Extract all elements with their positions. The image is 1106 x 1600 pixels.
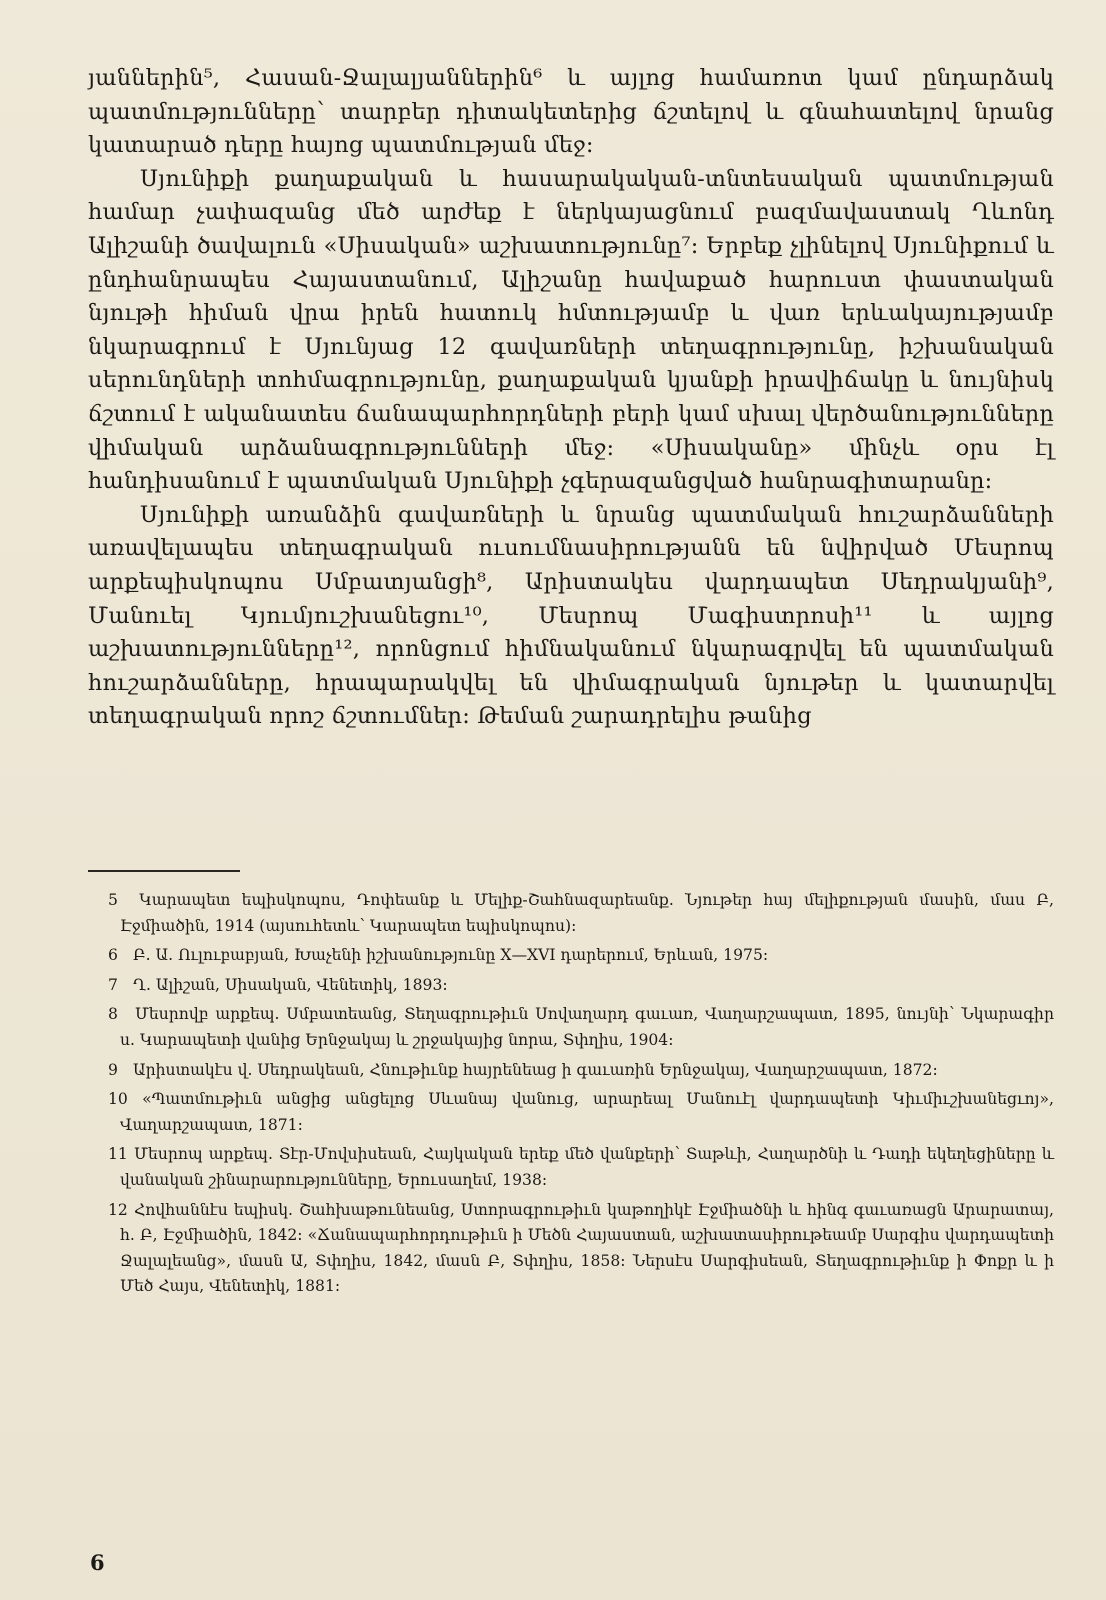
footnote-text: Մեսրովբ արքեպ. Սմբատեանց, Տեղագրութիւն Սովաղարդ գաւառ, Վաղարշապատ, 1895, նույնի՝ Նկարագիր ս. Կարապետի վանից Երնջակայ և շրջակայից նորա, Տփղիս, 1904: [120,1005,1054,1049]
footnote-text: «Պատմութիւն անցից անցելոց Սևանայ վանուց, արարեալ Մանուէլ վարդապետի Կիւմիւշխանեցւոյ», Վաղարշապատ, 1871: [120,1090,1054,1134]
footnote-text: Բ. Ա. Ուլուբաբյան, Խաչենի իշխանությունը X—XVI դարերում, Երևան, 1975: [132,946,769,965]
page-number: 6 [90,1550,105,1575]
footnote-text: Մեսրոպ արքեպ. Տէր-Մովսիսեան, Հայկական երեք մեծ վանքերի՝ Տաթևի, Հաղարծնի և Դադի եկեղեցիները և վանական շինարարությունները, Երուսաղեմ, 1938: [120,1145,1054,1189]
footnote [88,1142,1054,1193]
footnote [88,1002,1054,1053]
paragraph-3: Սյունիքի առանձին գավառների և նրանց պատմական հուշարձանների առավելապես տեղագրական ուսումնասիրությանն են նվիրված Մեսրոպ արքեպիսկոպոս Սմբատյանցի⁸, Արիստակես վարդապետ Սեդրակյանի⁹, Մանուել Կյումյուշխանեցու¹⁰, Մեսրոպ Մագիստրոսի¹¹ և այլոց աշխատությունները¹², որոնցում հիմնականում նկարագրվել են պատմական հուշարձանները, հրապարակվել են վիմագրական նյութեր և կատարվել տեղագրական որոշ ճշտումներ: Թեման շարադրելիս թանից [88,501,1054,730]
footnote-number: 10 [108,1090,128,1109]
footnote-number: 9 [108,1060,118,1079]
footnote [88,1198,1054,1300]
footnote-number: 11 [108,1145,128,1164]
footnote [88,943,1054,969]
footnote-text: Արիստակէս վ. Սեդրակեան, Հնութիւնք հայրենեաց ի գաւառին Երնջակայ, Վաղարշապատ, 1872: [132,1060,938,1079]
footnotes [88,888,1054,1304]
footnote [88,1058,1054,1084]
paragraph-1: յաններին⁵, Հասան-Ջալալյաններին⁶ և այլոց համառոտ կամ ընդարձակ պատմությունները՝ տարբեր դիտակետերից ճշտելով և գնահատելով նրանց կատարած դերը հայոց պատմության մեջ: [88,65,1054,159]
footnote [88,888,1054,939]
main-text [88,62,1054,734]
footnote-number: 8 [108,1005,118,1024]
footnote-number: 6 [108,946,118,965]
footnote-text: Կարապետ եպիսկոպոս, Դոփեանք և Մելիք-Շահնազարեանք. Նյութեր հայ մելիքության մասին, մաս Բ, Էջմիածին, 1914 (այսուհետև՝ Կարապետ եպիսկոպոս): [120,891,1054,935]
footnote [88,973,1054,999]
footnote-text: Հովհաննէս եպիսկ. Շահխաթունեանց, Ստորագրութիւն կաթողիկէ Էջմիածնի և հինգ գաւառացն Արարատայ, հ. Բ, Էջմիածին, 1842: «Ճանապարհորդութիւն ի Մեծն Հայաստան, աշխատասիրութեամբ Սարգիս վարդապետի Ջալալեանց», մասն Ա, Տփղիս, 1842, մասն Բ, Տփղիս, 1858: Ներսէս Սարգիսեան, Տեղագրութիւնք ի Փոքր և ի Մեծ Հայս, Վենետիկ, 1881: [120,1200,1054,1296]
footnote-separator [88,870,240,872]
footnote [88,1087,1054,1138]
paragraph-2: Սյունիքի քաղաքական և հասարակական-տնտեսական պատմության համար չափազանց մեծ արժեք է ներկայացնում բազմավաստակ Ղևոնդ Ալիշանի ծավալուն «Սիսական» աշխատությունը⁷: Երբեք չլինելով Սյունիքում և ընդհանրապես Հայաստանում, Ալիշանը հավաքած հարուստ փաստական նյութի հիման վրա իրեն հատուկ հմտությամբ և վառ երևակայությամբ նկարագրում է Սյունյաց 12 գավառների տեղագրությունը, իշխանական սերունդների տոհմագրությունը, քաղաքական կյանքի իրավիճակը և նույնիսկ ճշտում է ականատես ճանապարհորդների բերի կամ սխալ վերծանությունները վիմական արձանագրությունների մեջ: «Սիսականը» մինչև օրս էլ հանդիսանում է պատմական Սյունիքի չգերազանցված հանրագիտարանը: [88,165,1054,495]
footnote-number: 5 [108,891,118,909]
footnote-number: 12 [108,1200,128,1219]
footnote-number: 7 [108,975,118,994]
footnote-text: Ղ. Ալիշան, Սիսական, Վենետիկ, 1893: [132,975,448,994]
